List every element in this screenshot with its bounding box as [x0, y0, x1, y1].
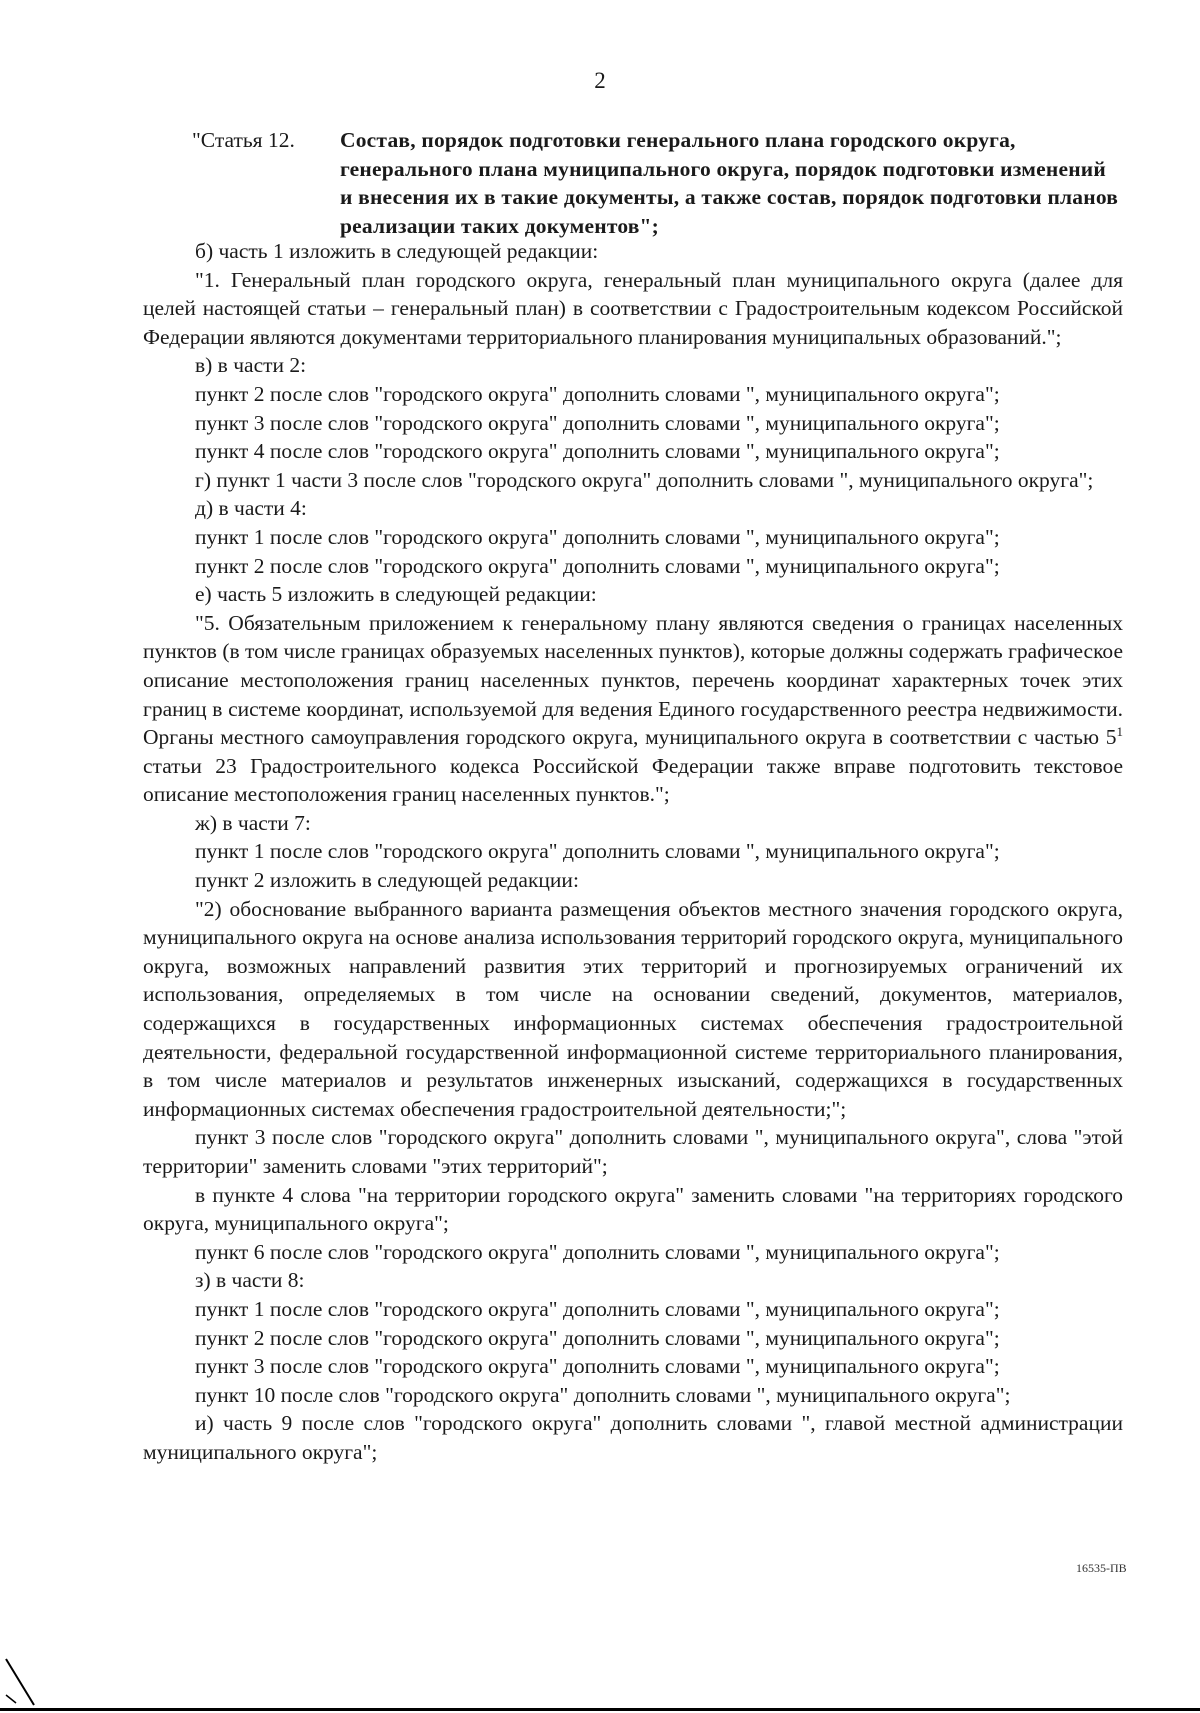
paragraph-text: "5. Обязательным приложением к генеральному плану являются сведения о границах населенных пунктов (в том числе границах образуемых населенных пунктов), которые должны содержать графическое описание местоположения границ населенных пунктов, перечень координат характерных точек этих границ в системе координат, используемой для ведения Единого государственного реестра недвижимости. Органы местного самоуправления городского округа, муниципального округа в соответствии с частью 5: [143, 610, 1123, 750]
paragraph: пункт 2 после слов "городского округа" дополнить словами ", муниципального округа";: [195, 1325, 1000, 1350]
paragraph: "1. Генеральный план городского округа, генеральный план муниципального округа (далее для целей настоящей статьи – генеральный план) в соответствии с Градостроительным кодексом Российской Федерации являются документами территориального планирования муниципальных образований.";: [143, 267, 1123, 349]
paragraph: б) часть 1 изложить в следующей редакции:: [195, 239, 599, 263]
page-number: 2: [594, 68, 606, 93]
paragraph: пункт 10 после слов "городского округа" дополнить словами ", муниципального округа";: [195, 1382, 1011, 1407]
paragraph: пункт 3 после слов "городского округа" дополнить словами ", муниципального округа", слова "этой территории" заменить словами "этих территорий";: [143, 1125, 1123, 1178]
paragraph: пункт 3 после слов "городского округа" дополнить словами ", муниципального округа";: [195, 1354, 1000, 1379]
article-title: Состав, порядок подготовки генерального плана городского округа, генерального плана муниципального округа, порядок подготовки изменений и внесения их в такие документы, а также состав, порядок подготовки планов реализации таких документов";: [340, 128, 1119, 238]
paragraph: пункт 1 после слов "городского округа" дополнить словами ", муниципального округа";: [195, 839, 1000, 864]
article-label: "Статья 12.: [192, 128, 295, 152]
paragraph: пункт 6 после слов "городского округа" дополнить словами ", муниципального округа";: [195, 1239, 1000, 1264]
paragraph: в пункте 4 слова "на территории городского округа" заменить словами "на территориях городского округа, муниципального округа";: [143, 1182, 1123, 1236]
paragraph-tail: статьи 23 Градостроительного кодекса Российской Федерации также вправе подготовить текстовое описание местоположения границ населенных пунктов.";: [143, 753, 1123, 807]
paragraph: з) в части 8:: [195, 1268, 305, 1293]
paragraph-with-footnote: [143, 609, 1123, 809]
paragraph: пункт 2 после слов "городского округа" дополнить словами ", муниципального округа";: [195, 381, 1000, 406]
paragraph: ж) в части 7:: [195, 810, 311, 835]
document-code: 16535-ПВ: [1076, 1561, 1127, 1575]
article-heading: [192, 126, 1120, 240]
superscript: 1: [1116, 723, 1123, 739]
paragraph: пункт 2 изложить в следующей редакции:: [195, 868, 579, 893]
scan-border-line: [0, 1708, 1200, 1711]
paragraph: пункт 4 после слов "городского округа" дополнить словами ", муниципального округа";: [195, 439, 1000, 464]
paragraph: г) пункт 1 части 3 после слов "городского округа" дополнить словами ", муниципального округа";: [195, 467, 1094, 492]
paragraph: в) в части 2:: [195, 353, 307, 378]
document-body: [143, 237, 1123, 1467]
paragraph: пункт 1 после слов "городского округа" дополнить словами ", муниципального округа";: [195, 524, 1000, 549]
scan-artifact-icon: [4, 1655, 44, 1707]
paragraph: е) часть 5 изложить в следующей редакции:: [195, 582, 597, 607]
paragraph: д) в части 4:: [195, 496, 307, 521]
paragraph: пункт 1 после слов "городского округа" дополнить словами ", муниципального округа";: [195, 1296, 1000, 1321]
paragraph: и) часть 9 после слов "городского округа" дополнить словами ", главой местной администрации муниципального округа";: [143, 1411, 1123, 1464]
paragraph: "2) обоснование выбранного варианта размещения объектов местного значения городского округа, муниципального округа на основе анализа использования территорий городского округа, муниципального округа, возможных направлений развития этих территорий и прогнозируемых ограничений их использования, определяемых в том числе на основании сведений, документов, материалов, содержащихся в государственных информационных системах обеспечения градостроительной деятельности, федеральной государственной информационной системе территориального планирования, в том числе материалов и результатов инженерных изысканий, содержащихся в государственных информационных системах обеспечения градостроительной деятельности;";: [143, 896, 1123, 1121]
paragraph: пункт 3 после слов "городского округа" дополнить словами ", муниципального округа";: [195, 410, 1000, 435]
paragraph: пункт 2 после слов "городского округа" дополнить словами ", муниципального округа";: [195, 553, 1000, 578]
